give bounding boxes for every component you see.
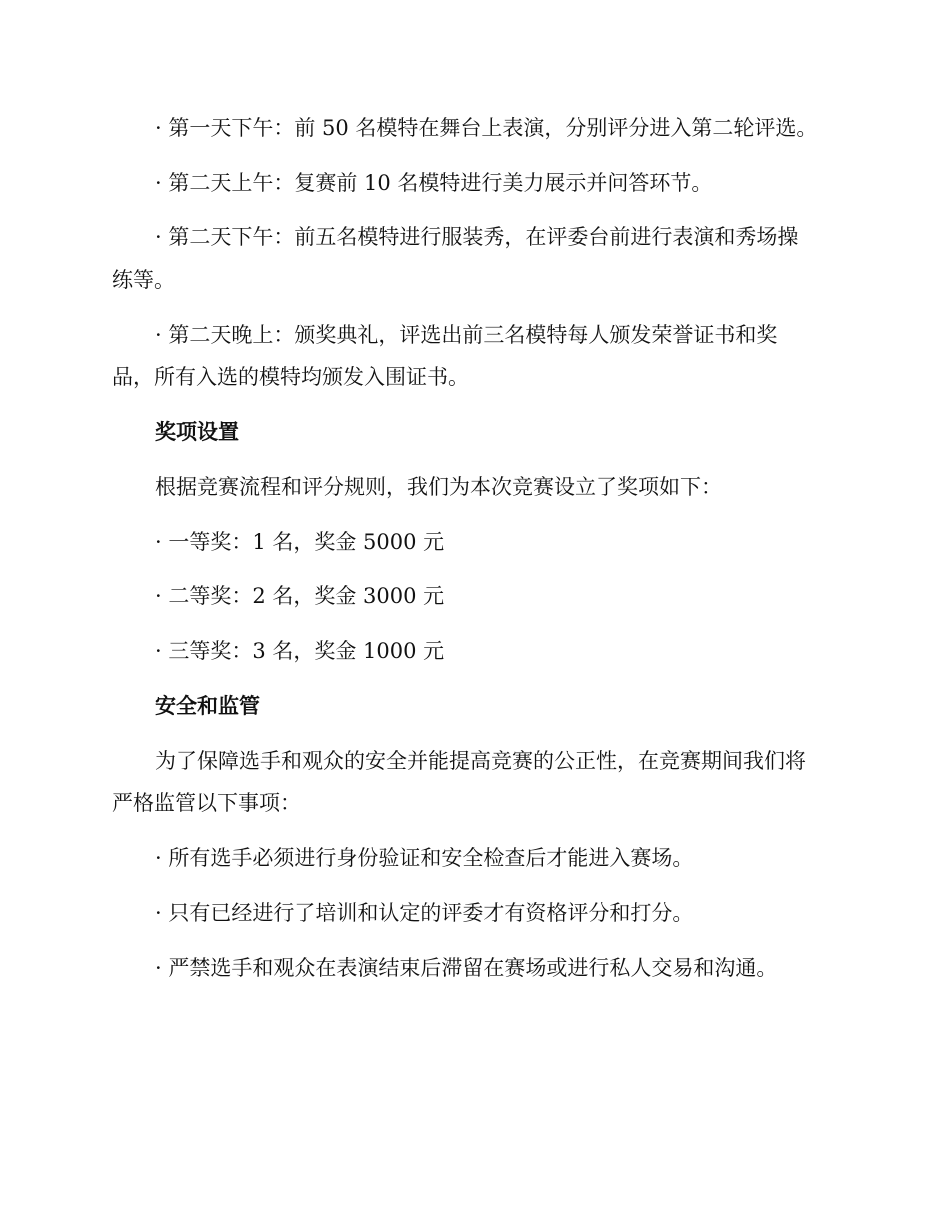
schedule-item-day2-morning: · 第二天上午：复赛前 10 名模特进行美力展示并问答环节。 xyxy=(155,171,713,195)
award-second-prize: · 二等奖：2 名，奖金 3000 元 xyxy=(155,584,445,608)
schedule-item-day1-afternoon: · 第一天下午：前 50 名模特在舞台上表演，分别评分进入第二轮评选。 xyxy=(155,116,818,140)
schedule-item-day2-afternoon-cont: 练等。 xyxy=(112,268,175,292)
awards-heading: 奖项设置 xyxy=(155,419,239,444)
safety-intro: 为了保障选手和观众的安全并能提高竞赛的公正性，在竞赛期间我们将 xyxy=(155,749,806,773)
schedule-item-day2-evening: · 第二天晚上：颁奖典礼，评选出前三名模特每人颁发荣誉证书和奖 xyxy=(155,323,778,347)
safety-item-identity-check: · 所有选手必须进行身份验证和安全检查后才能进入赛场。 xyxy=(155,846,694,870)
safety-intro-cont: 严格监管以下事项： xyxy=(112,791,301,815)
safety-heading: 安全和监管 xyxy=(155,693,260,718)
award-third-prize: · 三等奖：3 名，奖金 1000 元 xyxy=(155,639,445,663)
award-first-prize: · 一等奖：1 名，奖金 5000 元 xyxy=(155,530,445,554)
safety-item-no-loitering: · 严禁选手和观众在表演结束后滞留在赛场或进行私人交易和沟通。 xyxy=(155,956,778,980)
schedule-item-day2-afternoon: · 第二天下午：前五名模特进行服装秀，在评委台前进行表演和秀场操 xyxy=(155,225,799,249)
schedule-item-day2-evening-cont: 品，所有入选的模特均颁发入围证书。 xyxy=(112,365,469,389)
awards-intro: 根据竞赛流程和评分规则，我们为本次竞赛设立了奖项如下： xyxy=(155,475,722,499)
safety-item-judges: · 只有已经进行了培训和认定的评委才有资格评分和打分。 xyxy=(155,901,694,925)
